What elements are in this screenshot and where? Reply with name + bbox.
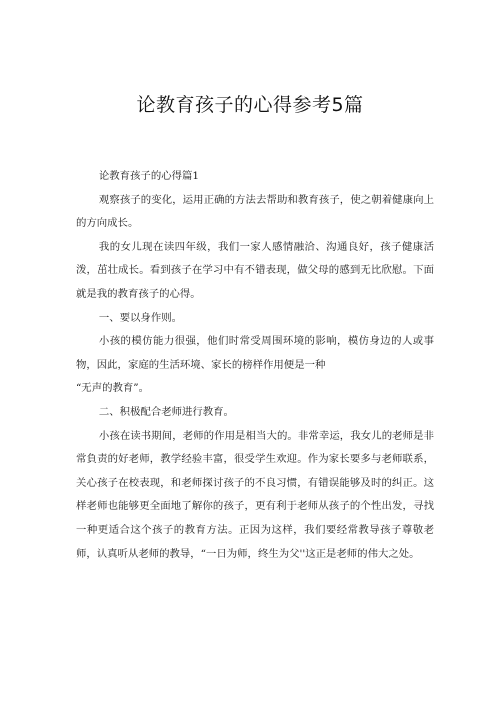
- subheading-1: 一、要以身作则。: [98, 311, 182, 324]
- subheading-2: 二、积极配合老师进行教育。: [98, 405, 234, 418]
- document-title: 论教育孩子的心得参考5篇: [136, 94, 364, 116]
- document-body: [76, 165, 434, 566]
- paragraph-4: 小孩在读书期间，老师的作用是相当大的。非常幸运，我女儿的老师是非常負责的好老师，教学经验丰富，很受学生欢迎。作为家长要多与老师联系，关心孩子在校表现，和老师探讨孩子的不良习惯，有错误能够及时的纠正。这样老师也能够更全面地了解你的孩子，更有利于老师从孩子的个性出发，寻找一种更适合这个孩子的教育方法。正因为这样，我们要经常教导孩子尊敬老师，认真听从老师的教导，“一日为师，终生为父''这正是老师的伟大之处。: [76, 429, 434, 560]
- paragraph-3: 小孩的模仿能力很强，他们时常受周围环境的影响，模仿身边的人或事物，因此，家庭的生活环境、家长的榜样作用便是一种: [76, 335, 434, 371]
- section-heading: 论教育孩子的心得篇1: [98, 170, 200, 182]
- paragraph-2: 我的女儿现在读四年级，我们一家人感情融洽、沟通良好，孩子健康活泼，茁壮成长。看到孩子在学习中有不错表现，做父母的感到无比欣慰。下面就是我的教育孩子的心得。: [76, 240, 434, 300]
- paragraph-3-continuation: “无声的教育”。: [76, 382, 149, 395]
- paragraph-1: 观察孩子的变化，运用正确的方法去帮助和教育孩子，使之朝着健康向上的方向成长。: [76, 193, 434, 230]
